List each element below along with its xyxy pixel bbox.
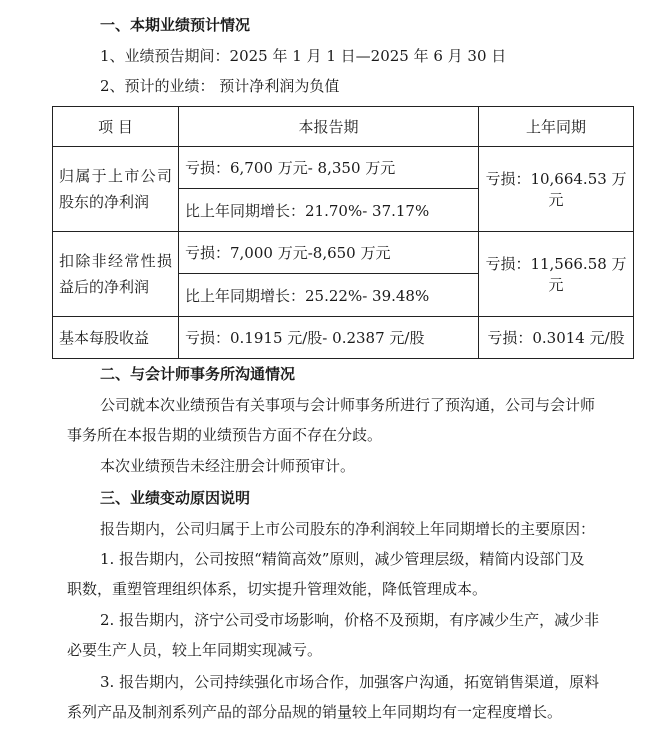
current-eps-range: 亏损：0.1915 元/股- 0.2387 元/股 xyxy=(179,317,479,359)
row-label-line: 股东的净利润 xyxy=(59,193,150,211)
section2-paragraph-line: 公司就本次业绩预告有关事项与会计师事务所进行了预沟通，公司与会计师 xyxy=(100,396,596,414)
forecast-table xyxy=(52,106,634,359)
reason2-line: 2. 报告期内，济宁公司受市场影响，价格不及预期，有序减少生产，减少非 xyxy=(100,611,600,629)
row-label-line: 益后的净利润 xyxy=(59,278,150,296)
reason2-line: 必要生产人员，较上年同期实现减亏。 xyxy=(67,641,323,659)
current-loss-range: 亏损：7,000 万元-8,650 万元 xyxy=(179,232,479,274)
section3-heading: 三、业绩变动原因说明 xyxy=(100,489,251,507)
table-row xyxy=(53,232,634,274)
current-growth-range: 比上年同期增长：21.70%- 37.17% xyxy=(179,189,479,232)
header-item: 项 目 xyxy=(53,107,179,147)
row-label-eps: 基本每股收益 xyxy=(53,317,179,359)
row-label-line: 归属于上市公司 xyxy=(59,167,172,185)
section2-heading: 二、与会计师事务所沟通情况 xyxy=(100,365,296,383)
prior-eps: 亏损：0.3014 元/股 xyxy=(479,317,634,359)
reason1-line: 1. 报告期内，公司按照“精简高效”原则，减少管理层级，精简内设部门及 xyxy=(100,550,585,568)
table-header-row xyxy=(53,107,634,147)
section2-audit-note: 本次业绩预告未经注册会计师预审计。 xyxy=(100,457,356,475)
current-loss-range: 亏损：6,700 万元- 8,350 万元 xyxy=(179,147,479,189)
row-label-line: 扣除非经常性损 xyxy=(59,252,172,270)
section2-paragraph-line: 事务所在本报告期的业绩预告方面不存在分歧。 xyxy=(67,426,383,444)
forecast-period: 1、业绩预告期间：2025 年 1 月 1 日—2025 年 6 月 30 日 xyxy=(100,47,507,65)
row-label-deducted-net-profit xyxy=(53,232,179,317)
table-row xyxy=(53,147,634,189)
reason3-line: 3. 报告期内，公司持续强化市场合作，加强客户沟通，拓宽销售渠道，原料 xyxy=(100,673,600,691)
section1-heading: 一、本期业绩预计情况 xyxy=(100,16,251,34)
section3-intro: 报告期内，公司归属于上市公司股东的净利润较上年同期增长的主要原因： xyxy=(100,520,596,538)
reason1-line: 职数，重塑管理组织体系，切实提升管理效能，降低管理成本。 xyxy=(67,580,488,598)
header-prior-period: 上年同期 xyxy=(479,107,634,147)
current-growth-range: 比上年同期增长：25.22%- 39.48% xyxy=(179,274,479,317)
row-label-net-profit xyxy=(53,147,179,232)
reason3-line: 系列产品及制剂系列产品的部分品规的销量较上年同期均有一定程度增长。 xyxy=(67,703,563,721)
prior-loss: 亏损：10,664.53 万元 xyxy=(479,147,634,232)
forecast-performance: 2、预计的业绩： 预计净利润为负值 xyxy=(100,77,340,95)
table-row xyxy=(53,317,634,359)
prior-loss: 亏损：11,566.58 万元 xyxy=(479,232,634,317)
header-current-period: 本报告期 xyxy=(179,107,479,147)
